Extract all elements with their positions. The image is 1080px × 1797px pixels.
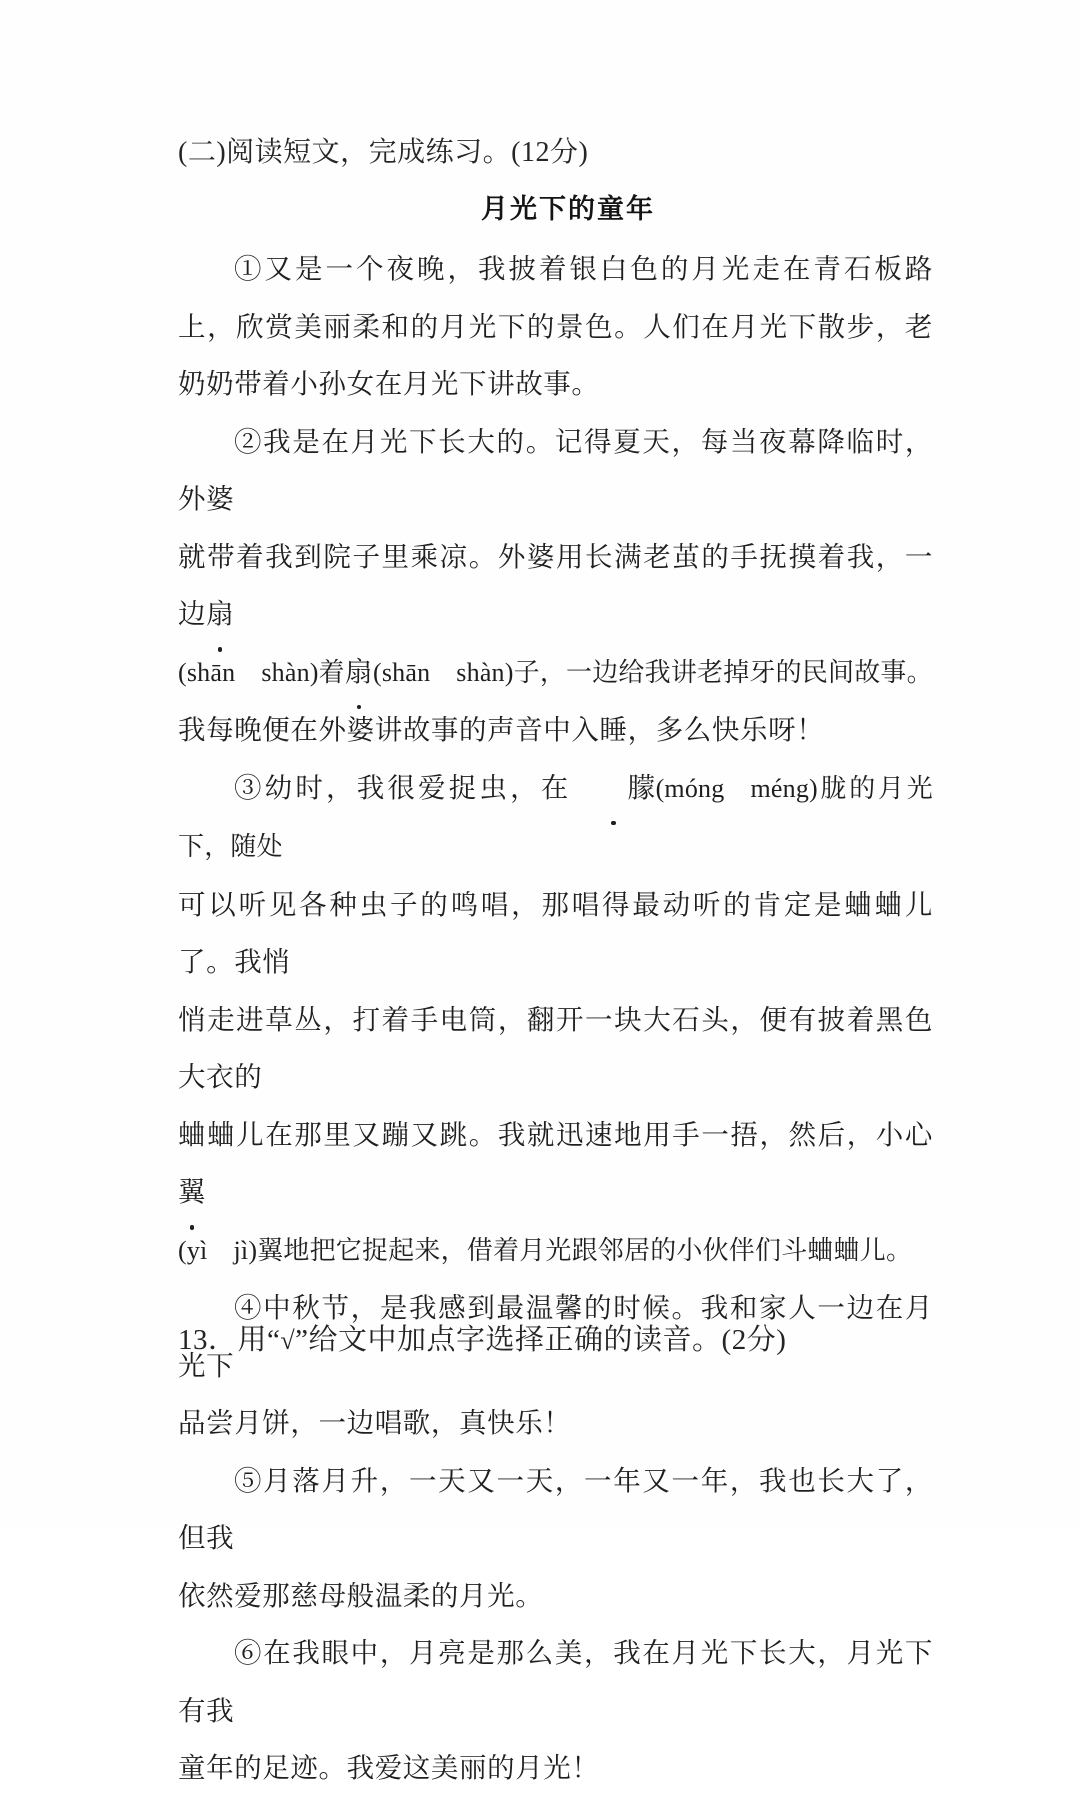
dotted-char-meng: 朦 <box>571 759 655 817</box>
paragraph-3-line-2: 可以听见各种虫子的鸣唱，那唱得最动听的肯定是蛐蛐儿了。我悄 <box>178 888 933 977</box>
section-heading: (二)阅读短文，完成练习。(12分) <box>178 137 589 168</box>
article-body <box>178 240 933 1797</box>
paragraph-1-line-1: ①又是一个夜晚，我披着银白色的月光走在青石板路上，欣赏 <box>178 253 933 342</box>
paragraph-2-line-3 <box>178 643 933 702</box>
pinyin-shan-1-option-1: (shān <box>178 657 236 687</box>
paragraph-4-line-2: 品尝月饼，一边唱歌，真快乐！ <box>178 1407 572 1438</box>
pinyin-meng-option-2: méng)胧的月光下，随处 <box>178 773 933 861</box>
dotted-char-yi: 翼 <box>178 1163 206 1221</box>
pinyin-shan-2-option-2: shàn)子，一边给我讲老掉牙的民间故事。 <box>456 657 933 687</box>
paragraph-3-line-5 <box>178 1221 933 1280</box>
paragraph-2-line-4: 我每晚便在外婆讲故事的声音中入睡，多么快乐呀！ <box>178 714 825 745</box>
question-13-text-after: ”给文中加点字选择正确的读音。 <box>295 1324 722 1356</box>
pinyin-meng-option-1: (móng <box>655 773 725 803</box>
paragraph-3-line-3: 悄走进草丛，打着手电筒，翻开一块大石头，便有披着黑色大衣的 <box>178 1003 933 1092</box>
paragraph-3-line-1-text: ③幼时，我很爱捉虫，在 <box>234 771 572 803</box>
paragraph-6-line-1: ⑥在我眼中，月亮是那么美，我在月光下长大，月光下有我 <box>178 1637 933 1726</box>
dotted-char-shan-1: 扇 <box>206 585 234 643</box>
paragraph-6-line-2: 童年的足迹。我爱这美丽的月光！ <box>178 1752 600 1783</box>
paragraph-3-line-4 <box>178 1106 933 1221</box>
check-mark-icon: √ <box>280 1326 296 1355</box>
question-13-score: (2分) <box>721 1324 787 1356</box>
paragraph-2-line-1: ②我是在月光下长大的。记得夏天，每当夜幕降临时，外婆 <box>178 425 933 514</box>
question-13-text-before: 用“ <box>237 1324 281 1356</box>
paragraph-5-line-1: ⑤月落月升，一天又一天，一年又一年，我也长大了，但我 <box>178 1464 933 1553</box>
paragraph-3-line-4-text: 蛐蛐儿在那里又蹦又跳。我就迅速地用手一捂，然后，小心 <box>178 1118 933 1150</box>
paragraph-1-line-3: 在月光下讲故事。 <box>374 368 600 399</box>
dotted-char-shan-2: 扇 <box>345 643 373 701</box>
paragraph-4-line-1: ④中秋节，是我感到最温馨的时候。我和家人一边在月光下 <box>178 1292 933 1381</box>
paragraph-3-line-1 <box>178 759 933 876</box>
paragraph-1 <box>178 240 933 413</box>
question-13-number: 13． <box>178 1324 238 1356</box>
article-title: 月光下的童年 <box>481 194 655 225</box>
pinyin-shan-1-option-2: shàn)着 <box>261 657 345 687</box>
pinyin-shan-2-option-1: (shān <box>372 657 431 687</box>
pinyin-yi-option-2: jì)翼地把它捉起来，借着月光跟邻居的小伙伴们斗蛐蛐儿。 <box>233 1235 913 1265</box>
paragraph-2-line-2 <box>178 528 933 643</box>
paragraph-1-line-2: 美丽柔和的月光下的景色。人们在月光下散步，老奶奶带着小孙女 <box>178 310 933 399</box>
pinyin-yi-option-1: (yì <box>178 1235 208 1265</box>
paragraph-2-line-2-text: 就带着我到院子里乘凉。外婆用长满老茧的手抚摸着我，一边 <box>178 540 933 629</box>
paragraph-5-line-2: 依然爱那慈母般温柔的月光。 <box>178 1579 544 1611</box>
question-13 <box>178 1318 933 1363</box>
